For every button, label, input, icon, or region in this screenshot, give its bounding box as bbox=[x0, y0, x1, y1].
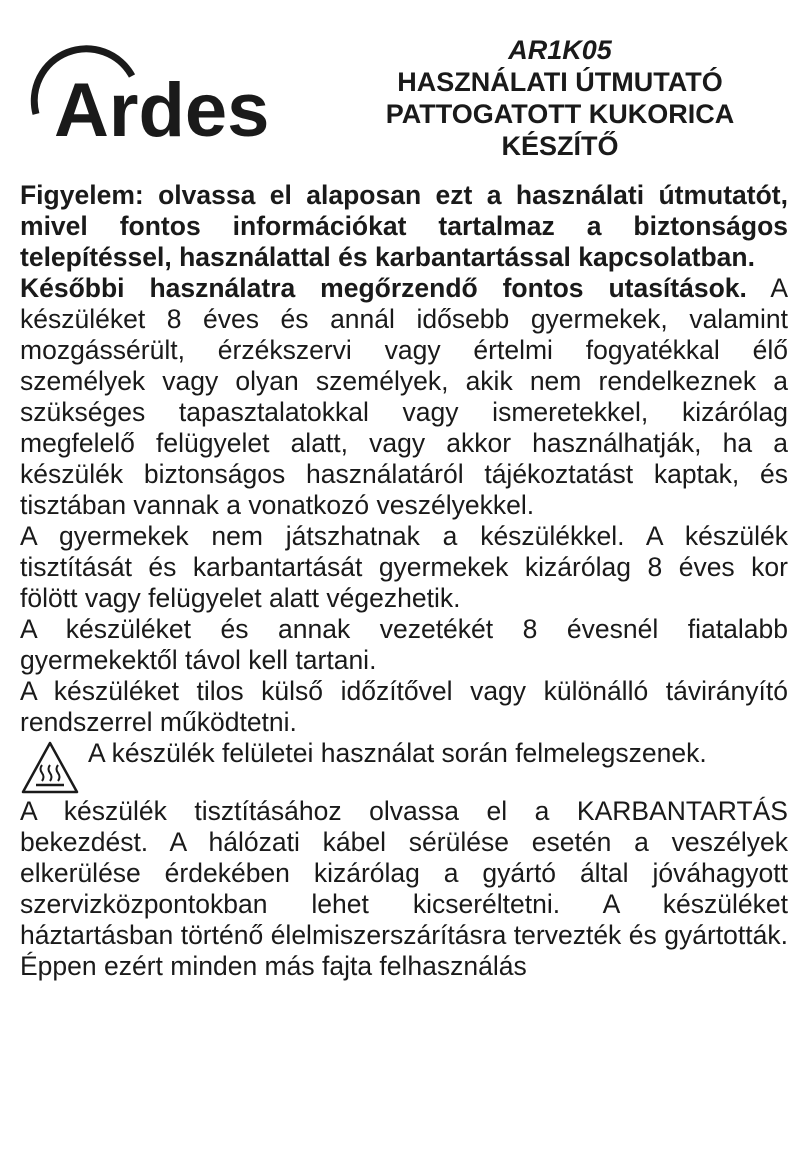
keep-away-paragraph: A készüléket és annak vezetékét 8 évesnél fiatalabb gyermekektől távol kell tartani. bbox=[20, 614, 788, 675]
hot-surface-warning bbox=[20, 738, 788, 796]
hot-surface-text: A készülék felületei használat során felmelegszenek. bbox=[88, 738, 707, 768]
title-line-1: HASZNÁLATI ÚTMUTATÓ bbox=[397, 67, 723, 97]
important-heading: Későbbi használatra megőrzendő fontos utasítások. bbox=[20, 273, 747, 303]
cleaning-paragraph: A készülék tisztításához olvassa el a KARBANTARTÁS bekezdést. A hálózati kábel sérülése esetén a veszélyek elkerülése érdekében kizárólag a gyártó által jóváhagyott szervizközpontokban lehet kicseréltetni. A készüléket háztartásban történő élelmiszerszárításra tervezték és gyártották. Éppen ezért minden más fajta felhasználás bbox=[20, 796, 788, 981]
logo-text: Ardes bbox=[54, 68, 270, 146]
attention-paragraph: Figyelem: olvassa el alaposan ezt a használati útmutatót, mivel fontos információkat tartalmaz a biztonságos telepítéssel, használattal és karbantartással kapcsolatban. bbox=[20, 180, 788, 272]
hot-surface-warning-icon bbox=[20, 740, 80, 796]
document-header bbox=[340, 34, 780, 162]
children-play-paragraph: A gyermekek nem játszhatnak a készülékkel. A készülék tisztítását és karbantartását gyermekek kizárólag 8 éves kor fölött vagy felügyelet alatt végezhetik. bbox=[20, 521, 788, 613]
document-body bbox=[20, 180, 788, 982]
important-paragraph bbox=[20, 273, 788, 521]
timer-paragraph: A készüléket tilos külső időzítővel vagy különálló távirányító rendszerrel működtetni. bbox=[20, 676, 788, 737]
important-text: A készüléket 8 éves és annál idősebb gyermekek, valamint mozgássérült, érzékszervi vagy értelmi fogyatékkal élő személyek vagy olyan személyek, akik nem rendelkeznek a szükséges tapasztalatokkal vagy ismeretekkel, kizárólag megfelelő felügyelet alatt, vagy akkor használhatják, ha a készülék biztonságos használatáról tájékoztatást kaptak, és tisztában vannak a vonatkozó veszélyekkel. bbox=[20, 273, 789, 520]
model-number: AR1K05 bbox=[508, 35, 612, 65]
title-line-3: KÉSZÍTŐ bbox=[501, 131, 619, 161]
title-line-2: PATTOGATOTT KUKORICA bbox=[385, 99, 735, 129]
ardes-logo-graphic bbox=[24, 36, 284, 146]
ardes-logo bbox=[24, 36, 284, 146]
